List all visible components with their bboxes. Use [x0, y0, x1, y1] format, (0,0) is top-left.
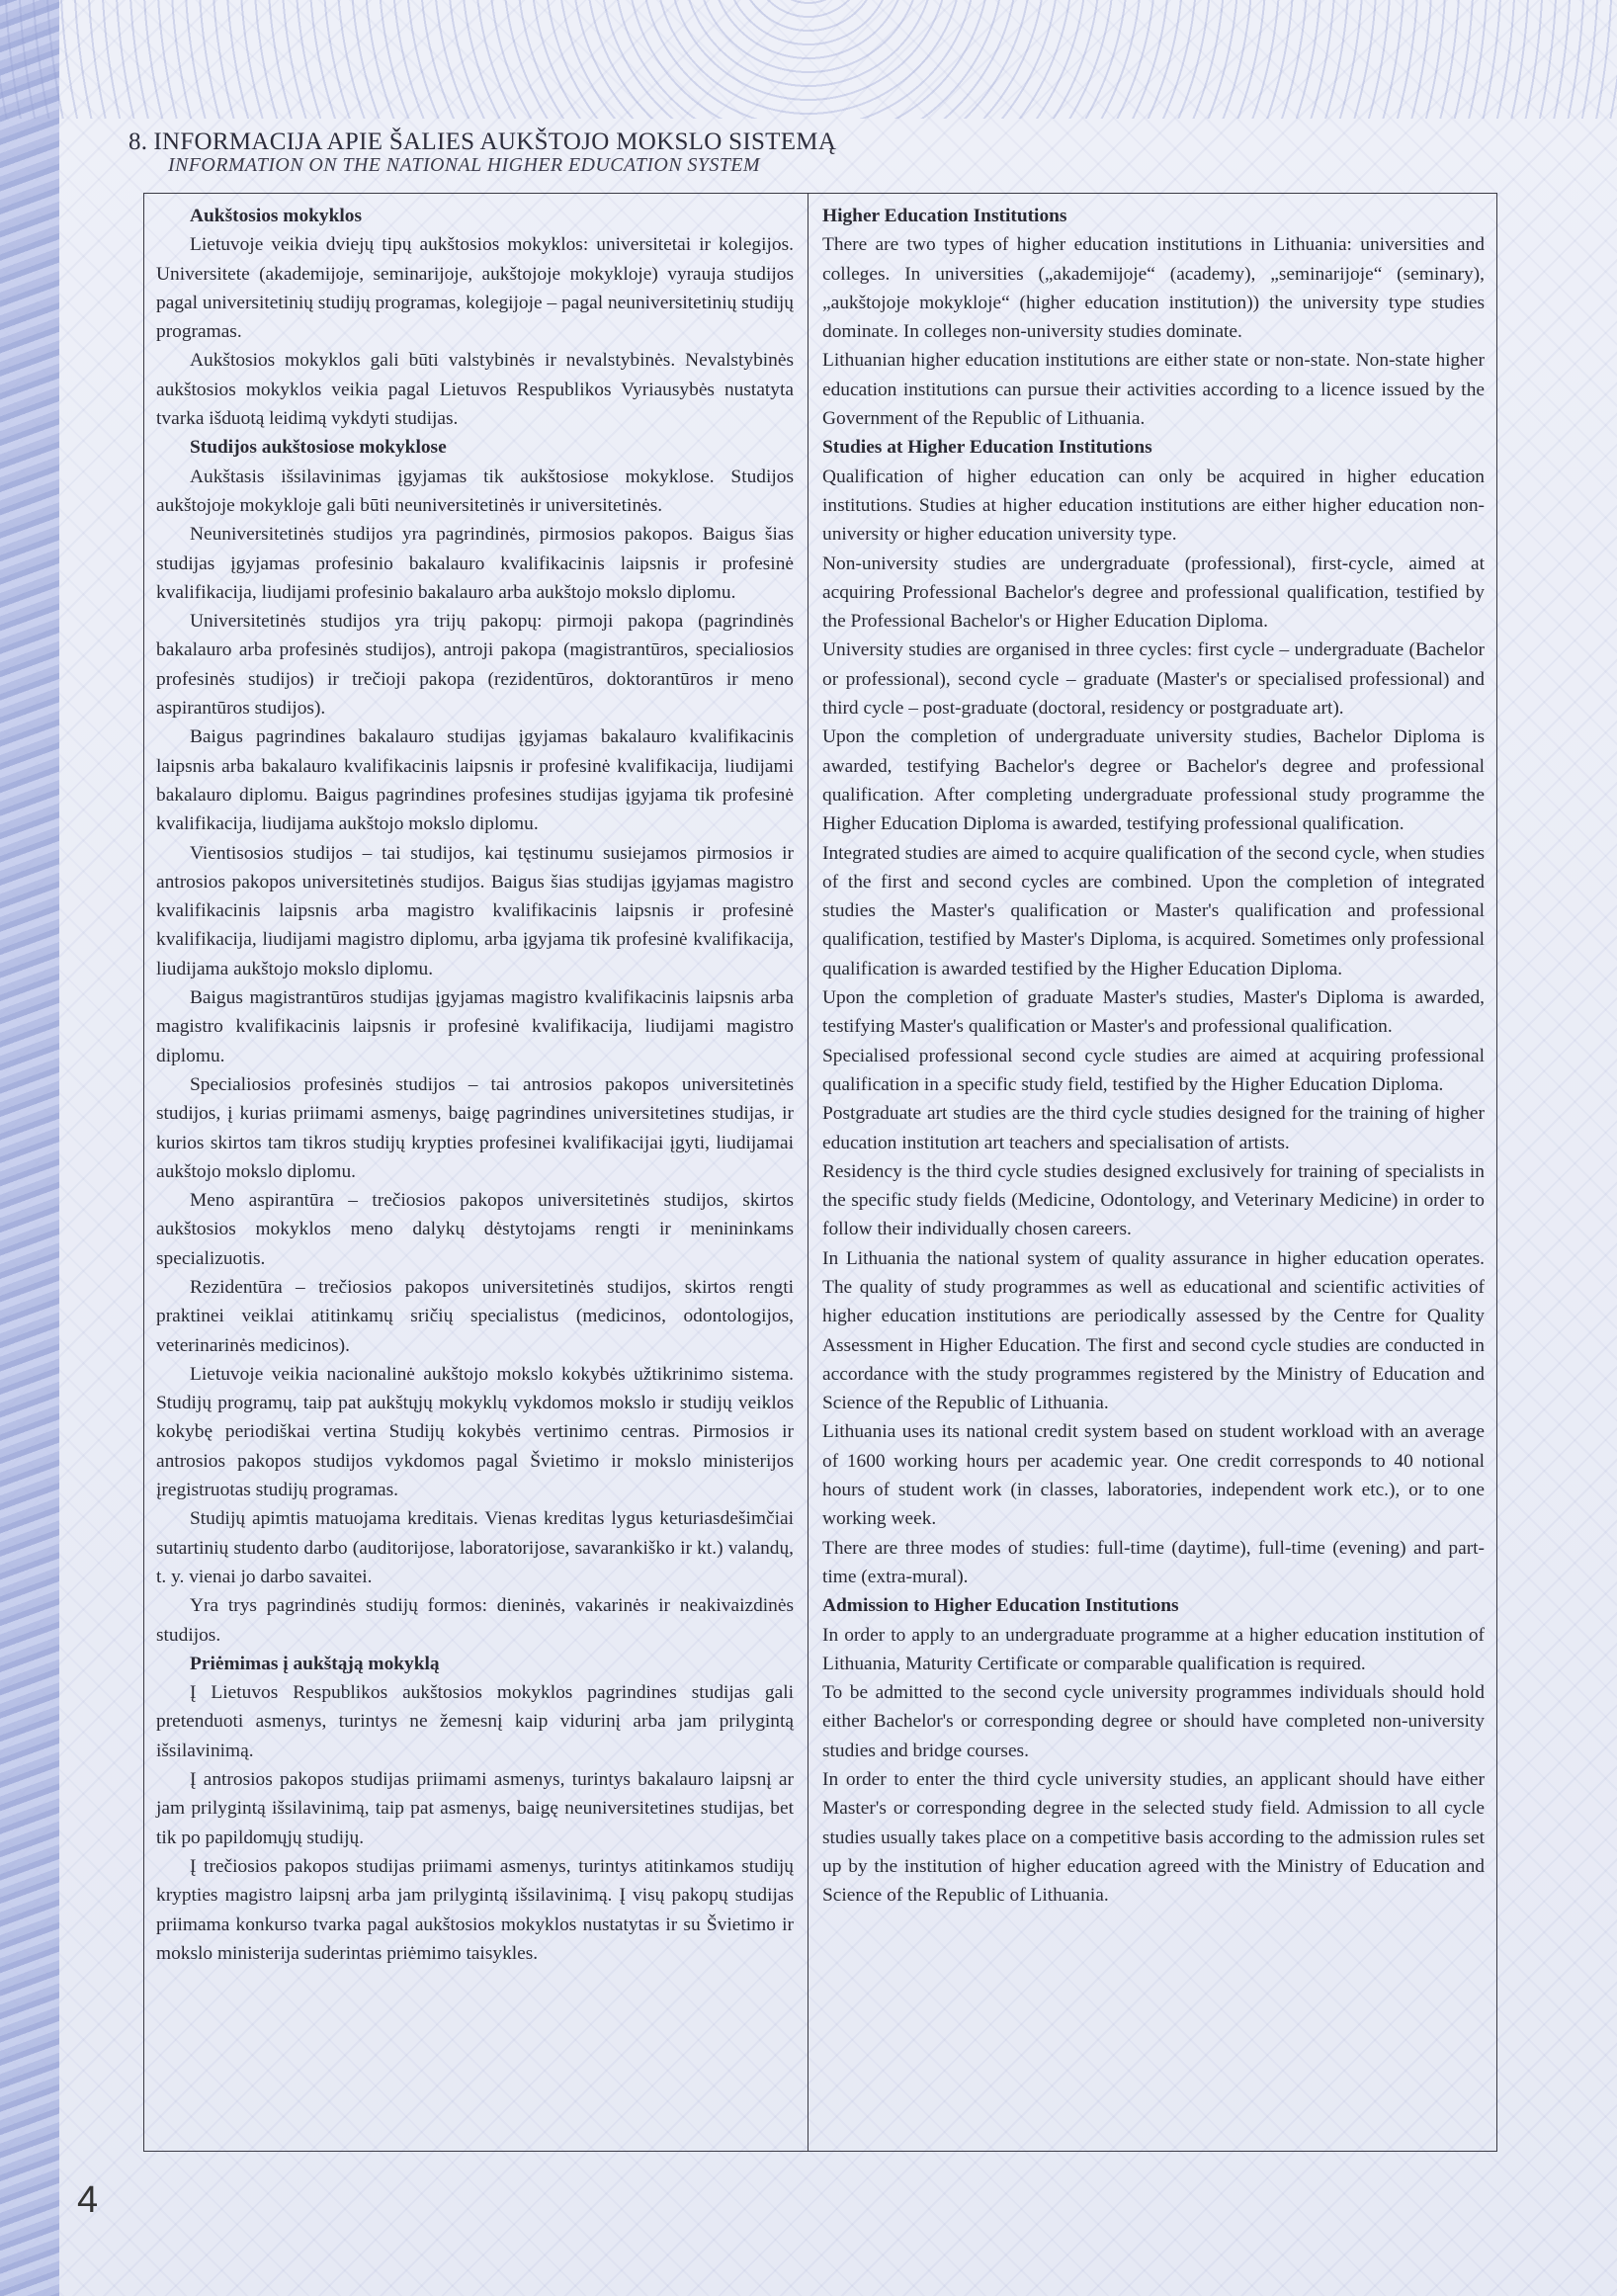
- lt-paragraph: Vientisosios studijos – tai studijos, kai tęstinumu susiejamos pirmosios ir antrosios pakopos universitetinės studijos. Baigus šias studijas įgyjamas magistro kvalifikacinis laipsnis arba magistro kvalifikacinis laipsnis ir profesinė kvalifikacija, liudijami magistro diplomu, arba įgyjama tik profesinė kvalifikacija, liudijama aukštojo mokslo diplomu.: [156, 842, 794, 979]
- lt-paragraph: Į trečiosios pakopos studijas priimami asmenys, turintys atitinkamos studijų krypties magistro laipsnį arba jam prilygintą išsilavinimą. Į visų pakopų studijas priimama konkurso tvarka pagal aukštosios mokyklos nustatytas ir su Švietimo ir mokslo ministerija suderintas priėmimo taisykles.: [156, 1855, 794, 1964]
- section-header: [128, 128, 1512, 177]
- en-paragraph: Integrated studies are aimed to acquire qualification of the second cycle, when studies of the first and second cycles are combined. Upon the completion of integrated studies the Master's qualification or Master's qualification and professional qualification, testified by Master's Diploma, is acquired. Sometimes only professional qualification is awarded testified by the Higher Education Diploma.: [822, 842, 1485, 979]
- lt-paragraph: Yra trys pagrindinės studijų formos: dieninės, vakarinės ir neakivaizdinės studijos.: [156, 1595, 794, 1646]
- en-heading: Higher Education Institutions: [822, 206, 1067, 226]
- en-paragraph: In Lithuania the national system of quality assurance in higher education operates. The quality of study programmes as well as educational and scientific activities of higher education institutions are periodically assessed by the Centre for Quality Assessment in Higher Education. The first and second cycle studies are conducted in accordance with the study programmes registered by the Ministry of Education and Science of the Republic of Lithuania.: [822, 1247, 1485, 1414]
- lt-paragraph: Baigus magistrantūros studijas įgyjamas magistro kvalifikacinis laipsnis arba magistro kvalifikacinis laipsnis ir profesinė kvalifikacija, liudijami magistro diplomu.: [156, 987, 794, 1066]
- en-paragraph: Upon the completion of graduate Master's studies, Master's Diploma is awarded, testifying Master's qualification or Master's and professional qualification.: [822, 987, 1485, 1038]
- decorative-guilloche-top: [0, 0, 1617, 119]
- lt-paragraph: Specialiosios profesinės studijos – tai antrosios pakopos universitetinės studijos, į kurias priimami asmenys, baigę pagrindines universitetines studijas, ir kurios skirtos tam tikros studijų krypties profesinei kvalifikacijai įgyti, liudijamai aukštojo mokslo diplomu.: [156, 1073, 794, 1182]
- en-paragraph: There are three modes of studies: full-time (daytime), full-time (evening) and part-time (extra-mural).: [822, 1537, 1485, 1587]
- en-paragraph: University studies are organised in three cycles: first cycle – undergraduate (Bachelor or professional), second cycle – graduate (Master's or specialised professional) and third cycle – post-graduate (doctoral, residency or postgraduate art).: [822, 639, 1485, 720]
- lithuanian-column: [144, 194, 808, 2151]
- en-paragraph: Lithuania uses its national credit system based on student workload with an average of 1600 working hours per academic year. One credit corresponds to 40 notional hours of student work (in classes, laboratories, independent work etc.), or to one working week.: [822, 1421, 1485, 1530]
- en-heading: Studies at Higher Education Institutions: [822, 437, 1152, 459]
- section-title-en: INFORMATION ON THE NATIONAL HIGHER EDUCATION SYSTEM: [168, 154, 760, 176]
- en-paragraph: Postgraduate art studies are the third cycle studies designed for the training of higher education institution art teachers and specialisation of artists.: [822, 1103, 1485, 1153]
- section-title-lt: INFORMACIJA APIE ŠALIES AUKŠTOJO MOKSLO SISTEMĄ: [153, 128, 837, 155]
- lt-paragraph: Universitetinės studijos yra trijų pakopų: pirmoji pakopa (pagrindinės bakalauro arba profesinės studijos), antroji pakopa (magistrantūros, specialiosios profesinės studijos) ir trečioji pakopa (rezidentūros, doktorantūros ir meno aspirantūros studijos).: [156, 611, 794, 720]
- page-number: 4: [77, 2179, 99, 2221]
- lt-paragraph: Aukštosios mokyklos gali būti valstybinės ir nevalstybinės. Nevalstybinės aukštosios mokyklos veikia pagal Lietuvos Respublikos Vyriausybės nustatyta tvarka išduotą leidimą vykdyti studijas.: [156, 350, 794, 430]
- lt-paragraph: Lietuvoje veikia nacionalinė aukštojo mokslo kokybės užtikrinimo sistema. Studijų programų, taip pat aukštųjų mokyklų vykdomos mokslo ir studijų veiklos kokybę periodiškai vertina Studijų kokybės vertinimo centras. Pirmosios ir antrosios pakopos studijos vykdomos pagal Švietimo ir mokslo ministerijos įregistruotas studijų programas.: [156, 1363, 794, 1501]
- lt-paragraph: Rezidentūra – trečiosios pakopos universitetinės studijos, skirtos rengti praktinei veiklai atitinkamų sričių specialistus (medicinos, odontologijos, veterinarinės medicinos).: [156, 1276, 794, 1356]
- lt-paragraph: Baigus pagrindines bakalauro studijas įgyjamas bakalauro kvalifikacinis laipsnis arba bakalauro kvalifikacinis laipsnis ir profesinė kvalifikacija, liudijami bakalauro diplomu. Baigus pagrindines profesines studijas įgyjama tik profesinė kvalifikacija, liudijama aukštojo mokslo diplomu.: [156, 726, 794, 835]
- en-paragraph: Upon the completion of undergraduate university studies, Bachelor Diploma is awarded, testifying Bachelor's degree or Bachelor's degree and professional qualification. After completing undergraduate professional study programme the Higher Education Diploma is awarded, testifying professional qualification.: [822, 726, 1485, 835]
- lt-paragraph: Į Lietuvos Respublikos aukštosios mokyklos pagrindines studijas gali pretenduoti asmenys, turintys ne žemesnį kaip vidurinį arba jam prilygintą išsilavinimą.: [156, 1682, 794, 1761]
- two-column-table: [143, 193, 1497, 2152]
- lt-paragraph: Lietuvoje veikia dviejų tipų aukštosios mokyklos: universitetai ir kolegijos. Universitete (akademijoje, seminarijoje, aukštojoje mokykloje) vyrauja studijos pagal universitetinių studijų programas, kolegijoje – pagal neuniversitetinių studijų programas.: [156, 234, 794, 343]
- en-paragraph: Qualification of higher education can only be acquired in higher education institutions. Studies at higher education institutions are either higher education non-university or higher education university type.: [822, 466, 1485, 546]
- en-paragraph: Non-university studies are undergraduate (professional), first-cycle, aimed at acquiring Professional Bachelor's degree and professional qualification, testified by the Professional Bachelor's or Higher Education Diploma.: [822, 553, 1485, 633]
- lt-heading: Aukštosios mokyklos: [190, 206, 363, 226]
- en-paragraph: Specialised professional second cycle studies are aimed at acquiring professional qualification in a specific study field, testified by the Higher Education Diploma.: [822, 1045, 1485, 1095]
- en-paragraph: There are two types of higher education institutions in Lithuania: universities and colleges. In universities („akademijoje“ (academy), „seminarijoje“ (seminary), „aukštojoje mokykloje“ (higher education institution)) the university type studies dominate. In colleges non-university studies dominate.: [822, 234, 1485, 343]
- decorative-border-left: [0, 0, 59, 2296]
- en-paragraph: Residency is the third cycle studies designed exclusively for training of specialists in the specific study fields (Medicine, Odontology, and Veterinary Medicine) in order to follow their individually chosen careers.: [822, 1160, 1485, 1240]
- english-column: [808, 194, 1496, 2151]
- lt-paragraph: Meno aspirantūra – trečiosios pakopos universitetinės studijos, skirtos aukštosios mokyklos meno dalykų dėstytojams rengti ir menininkams specializuotis.: [156, 1190, 794, 1269]
- en-paragraph: To be admitted to the second cycle university programmes individuals should hold either Bachelor's or corresponding degree or should have completed non-university studies and bridge courses.: [822, 1682, 1485, 1761]
- en-paragraph: Lithuanian higher education institutions are either state or non-state. Non-state higher education institutions can pursue their activities according to a licence issued by the Government of the Republic of Lithuania.: [822, 350, 1485, 430]
- lt-heading: Priėmimas į aukštąją mokyklą: [190, 1653, 440, 1674]
- section-number: 8.: [128, 128, 148, 155]
- en-paragraph: In order to apply to an undergraduate programme at a higher education institution of Lithuania, Maturity Certificate or comparable qualification is required.: [822, 1624, 1485, 1674]
- en-paragraph: In order to enter the third cycle university studies, an applicant should have either Master's or corresponding degree in the selected study field. Admission to all cycle studies usually takes place on a competitive basis according to the admission rules set up by the institution of higher education agreed with the Ministry of Education and Science of the Republic of Lithuania.: [822, 1769, 1485, 1907]
- lt-heading: Studijos aukštosiose mokyklose: [190, 437, 447, 459]
- en-heading: Admission to Higher Education Institutions: [822, 1595, 1179, 1617]
- lt-paragraph: Studijų apimtis matuojama kreditais. Vienas kreditas lygus keturiasdešimčiai sutartinių studento darbo (auditorijose, laboratorijose, savarankiško ir kt.) valandų, t. y. vienai jo darbo savaitei.: [156, 1508, 794, 1587]
- lt-paragraph: Aukštasis išsilavinimas įgyjamas tik aukštosiose mokyklose. Studijos aukštojoje mokykloje gali būti neuniversitetinės ir universitetinės.: [156, 466, 794, 516]
- lt-paragraph: Į antrosios pakopos studijas priimami asmenys, turintys bakalauro laipsnį ar jam prilygintą išsilavinimą, taip pat asmenys, baigę neuniversitetines studijas, bet tik po papildomųjų studijų.: [156, 1769, 794, 1848]
- lt-paragraph: Neuniversitetinės studijos yra pagrindinės, pirmosios pakopos. Baigus šias studijas įgyjamas profesinio bakalauro kvalifikacinis laipsnis ir profesinė kvalifikacija, liudijami profesinio bakalauro arba aukštojo mokslo diplomu.: [156, 524, 794, 603]
